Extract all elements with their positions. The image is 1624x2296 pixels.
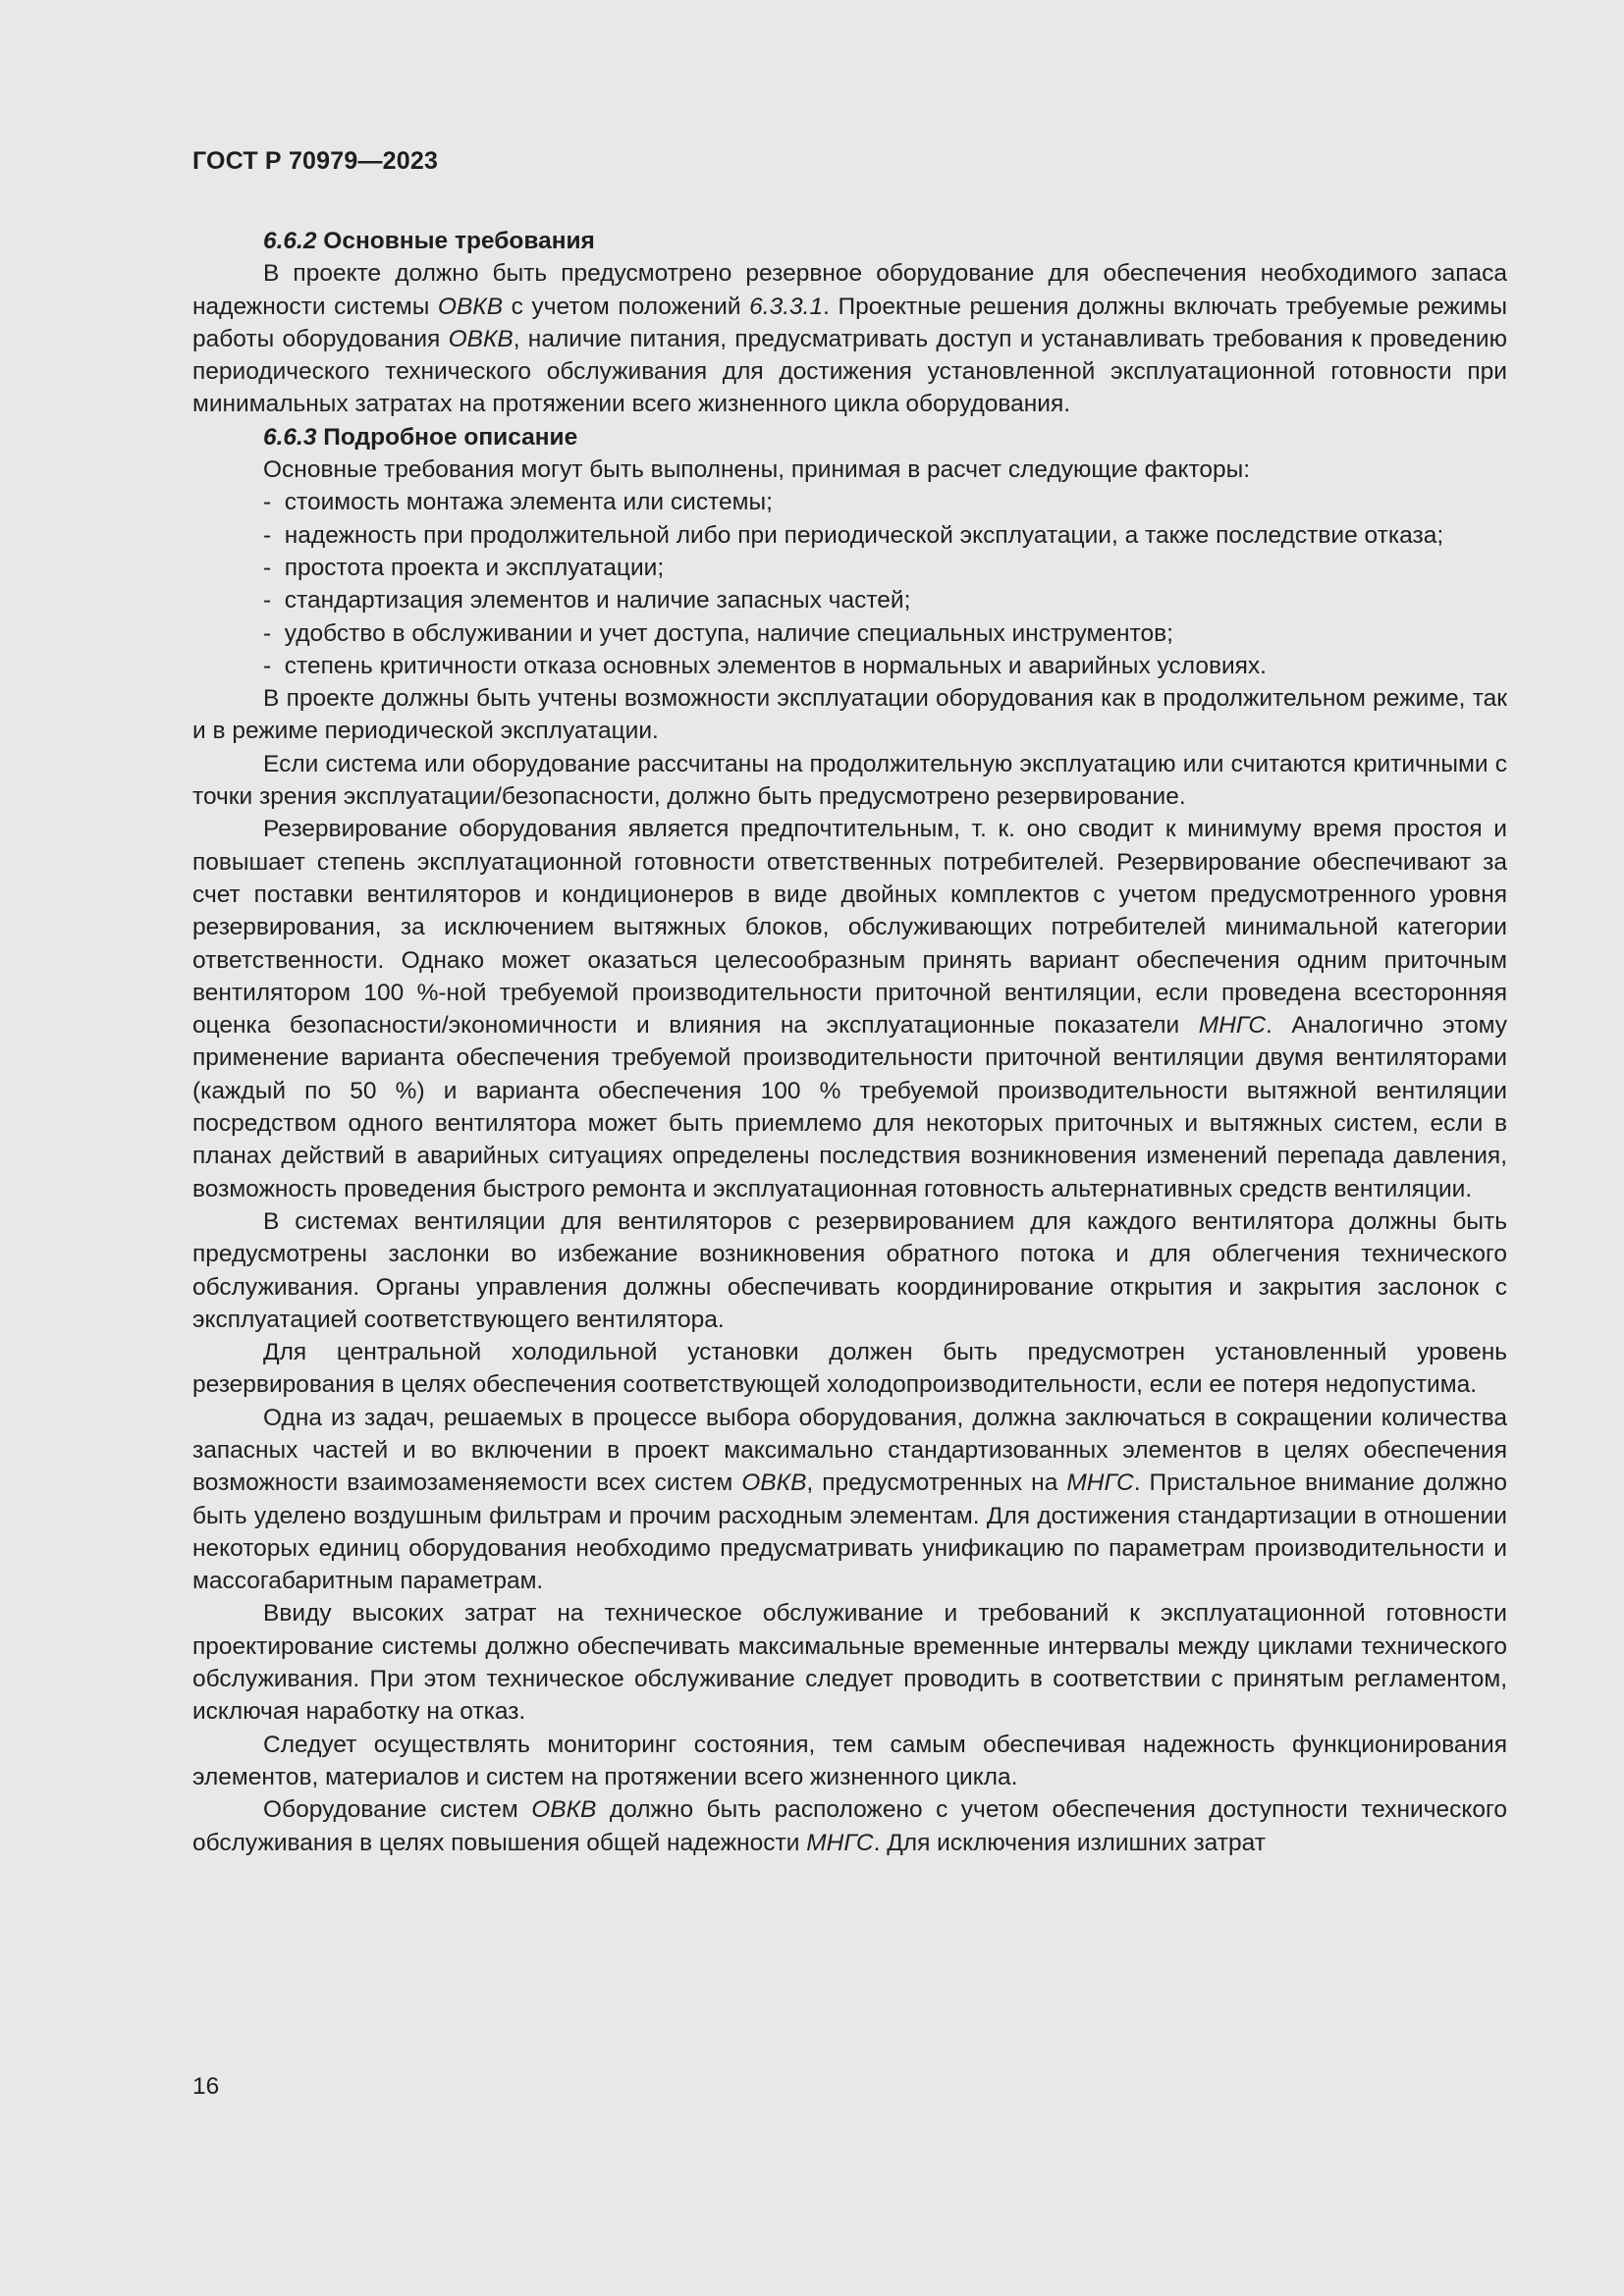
list-item: - степень критичности отказа основных элементов в нормальных и аварийных условиях. (192, 650, 1507, 682)
section-number: 6.6.3 (263, 423, 317, 451)
section-heading (192, 225, 1507, 257)
paragraph: Ввиду высоких затрат на техническое обслуживание и требований к эксплуатационной готовности проектирование системы должно обеспечивать максимальные временные интервалы между циклами технического обслуживания. При этом техническое обслуживание следует проводить в соответствии с принятым регламентом, исключая наработку на отказ. (192, 1600, 1507, 1726)
section-heading (192, 421, 1507, 454)
paragraph: Если система или оборудование рассчитаны на продолжительную эксплуатацию или считаются критичными с точки зрения эксплуатации/безопасности, должно быть предусмотрено резервирование. (192, 750, 1507, 811)
section-title: Основные требования (316, 228, 595, 254)
paragraph: Резервирование оборудования является предпочтительным, т. к. оно сводит к минимуму время простоя и повышает степень эксплуатационной готовности ответственных потребителей. Резервирование обеспечивают за счет поставки вентиляторов и кондиционеров в виде двойных комплектов с учетом предусмотренного уровня резервирования, за исключением вытяжных блоков, обслуживающих потребителей минимальной категории ответственности. Однако может оказаться целесообразным принять вариант обеспечения одним приточным вентилятором 100 %-ной требуемой производительности приточной вентиляции, если проведена всесторонняя оценка безопасности/экономичности и влияния на эксплуатационные показатели МНГС. Аналогично этому применение варианта обеспечения требуемой производительности приточной вентиляции двумя вентиляторами (каждый по 50 %) и варианта обеспечения 100 % требуемой производительности вытяжной вентиляции посредством одного вентилятора может быть приемлемо для некоторых приточных и вытяжных систем, если в планах действий в аварийных ситуациях определены последствия возникновения изменений перепада давления, возможность проведения быстрого ремонта и эксплуатационная готовность альтернативных средств вентиляции. (192, 816, 1507, 1202)
paragraph: Основные требования могут быть выполнены, принимая в расчет следующие факторы: (263, 456, 1251, 484)
paragraph: Для центральной холодильной установки должен быть предусмотрен установленный уровень резервирования в целях обеспечения соответствующей холодопроизводительности, если ее потеря недопустима. (192, 1339, 1507, 1399)
list-item: - надежность при продолжительной либо при периодической эксплуатации, а также последствие отказа; (192, 519, 1507, 552)
page-number: 16 (192, 2073, 220, 2100)
list-item: - удобство в обслуживании и учет доступа, наличие специальных инструментов; (192, 617, 1507, 650)
document-body (192, 225, 1507, 1859)
standard-header: ГОСТ Р 70979—2023 (192, 147, 439, 175)
list-item: - стандартизация элементов и наличие запасных частей; (192, 584, 1507, 616)
paragraph: В проекте должно быть предусмотрено резервное оборудование для обеспечения необходимого запаса надежности системы ОВКВ с учетом положений 6.3.3.1. Проектные решения должны включать требуемые режимы работы оборудования ОВКВ, наличие питания, предусматривать доступ и устанавливать требования к проведению периодического технического обслуживания для достижения установленной эксплуатационной готовности при минимальных затратах на протяжении всего жизненного цикла оборудования. (192, 260, 1507, 418)
list-item: - стоимость монтажа элемента или системы; (192, 486, 1507, 518)
section-number: 6.6.2 (263, 228, 317, 254)
paragraph: Следует осуществлять мониторинг состояния, тем самым обеспечивая надежность функционирования элементов, материалов и систем на протяжении всего жизненного цикла. (192, 1731, 1507, 1790)
section-title: Подробное описание (316, 423, 578, 451)
paragraph: Оборудование систем ОВКВ должно быть расположено с учетом обеспечения доступности технического обслуживания в целях повышения общей надежности МНГС. Для исключения излишних затрат (192, 1796, 1507, 1856)
factor-list (192, 486, 1507, 682)
list-item: - простота проекта и эксплуатации; (192, 552, 1507, 584)
paragraph: В системах вентиляции для вентиляторов с резервированием для каждого вентилятора должны быть предусмотрены заслонки во избежание возникновения обратного потока и для облегчения технического обслуживания. Органы управления должны обеспечивать координирование открытия и закрытия заслонок с эксплуатацией соответствующего вентилятора. (192, 1207, 1507, 1333)
paragraph: В проекте должны быть учтены возможности эксплуатации оборудования как в продолжительном режиме, так и в режиме периодической эксплуатации. (192, 685, 1507, 745)
paragraph: Одна из задач, решаемых в процессе выбора оборудования, должна заключаться в сокращении количества запасных частей и во включении в проект максимально стандартизованных элементов в целях обеспечения возможности взаимозаменяемости всех систем ОВКВ, предусмотренных на МНГС. Пристальное внимание должно быть уделено воздушным фильтрам и прочим расходным элементам. Для достижения стандартизации в отношении некоторых единиц оборудования необходимо предусматривать унификацию по параметрам производительности и массогабаритным параметрам. (192, 1404, 1508, 1595)
